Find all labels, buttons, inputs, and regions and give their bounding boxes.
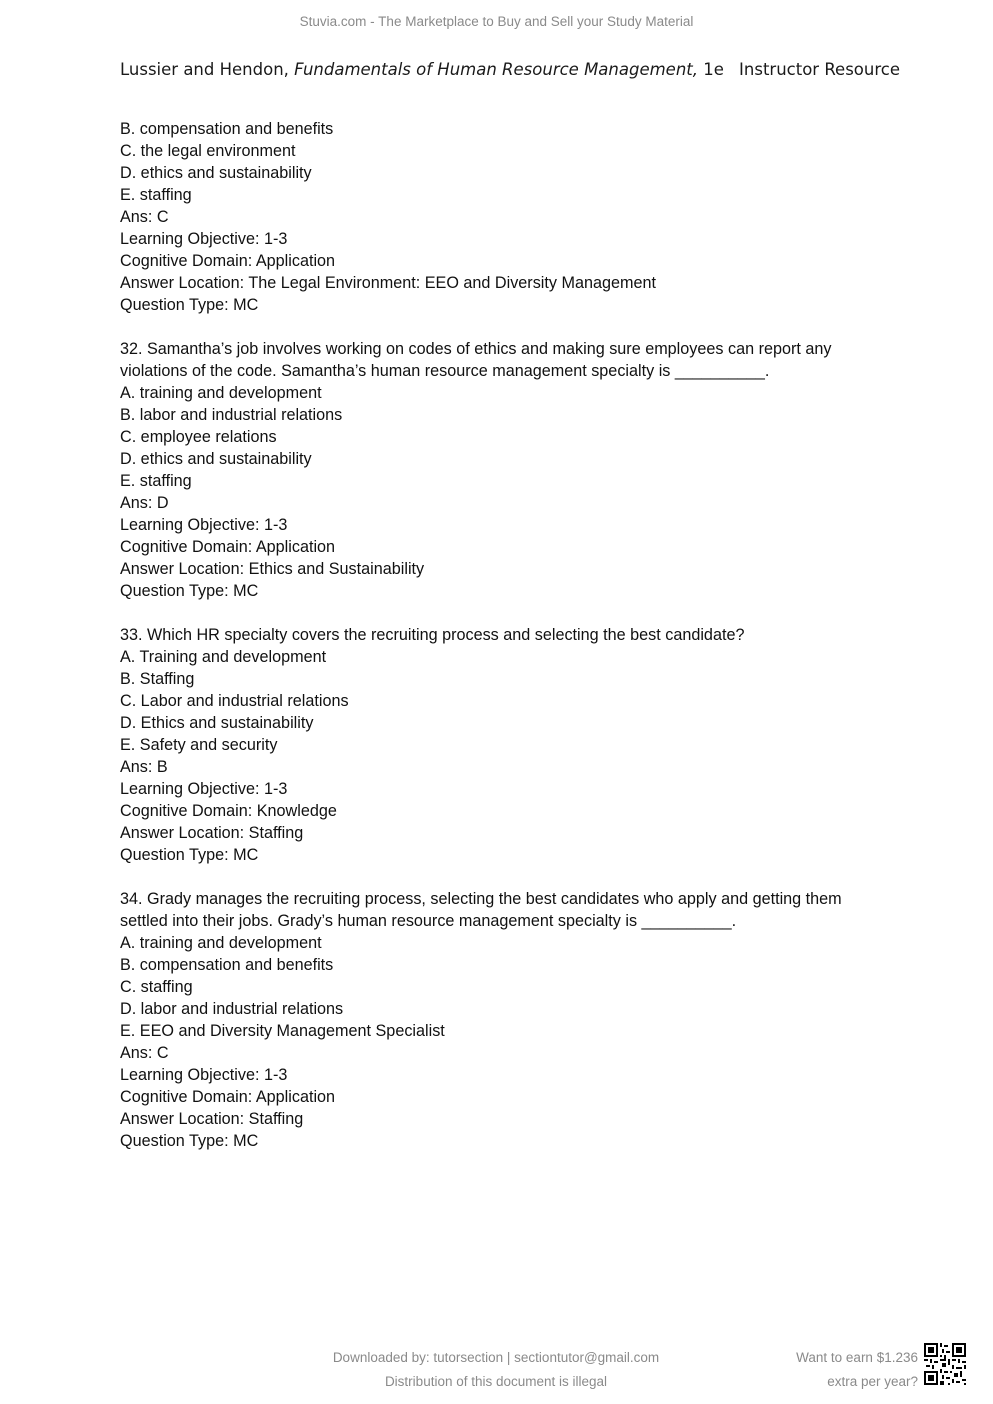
option-e: E. EEO and Diversity Management Specialist [120, 1022, 445, 1040]
question-type: Question Type: MC [120, 582, 259, 600]
option-d: D. Ethics and sustainability [120, 714, 314, 732]
answer: Ans: B [120, 758, 168, 776]
option-d: D. ethics and sustainability [120, 164, 312, 182]
question-type: Question Type: MC [120, 296, 259, 314]
option-b: B. labor and industrial relations [120, 406, 343, 424]
stuvia-banner: Stuvia.com - The Marketplace to Buy and Sell your Study Material [299, 14, 694, 29]
question-stem: 34. Grady manages the recruiting process, selecting the best candidates who apply and getting them [120, 890, 842, 908]
question-type: Question Type: MC [120, 846, 259, 864]
answer-location: Answer Location: Ethics and Sustainability [120, 560, 425, 578]
book-title: Fundamentals of Human Resource Management, [294, 60, 699, 79]
earn-promo[interactable] [796, 1346, 918, 1394]
question-stem: 33. Which HR specialty covers the recruiting process and selecting the best candidate? [120, 626, 745, 644]
option-c: C. employee relations [120, 428, 277, 446]
answer-location: Answer Location: Staffing [120, 1110, 304, 1128]
cognitive-domain: Cognitive Domain: Application [120, 252, 336, 270]
resource-label: Instructor Resource [739, 60, 900, 79]
question-stem: 32. Samantha’s job involves working on codes of ethics and making sure employees can report any [120, 340, 832, 358]
answer: Ans: C [120, 1044, 169, 1062]
learning-objective: Learning Objective: 1-3 [120, 780, 288, 798]
option-a: A. training and development [120, 384, 322, 402]
qr-code-icon[interactable] [924, 1343, 966, 1385]
downloaded-by: Downloaded by: tutorsection | sectiontutor@gmail.com [332, 1350, 660, 1365]
option-d: D. labor and industrial relations [120, 1000, 344, 1018]
learning-objective: Learning Objective: 1-3 [120, 230, 288, 248]
option-e: E. staffing [120, 186, 192, 204]
answer: Ans: D [120, 494, 169, 512]
download-footer [300, 1346, 692, 1394]
book-citation [120, 60, 724, 79]
option-c: C. staffing [120, 978, 193, 996]
earn-line-2: extra per year? [827, 1374, 918, 1389]
earn-line-1: Want to earn $1.236 [796, 1350, 918, 1365]
option-e: E. staffing [120, 472, 192, 490]
authors: Lussier and Hendon, [120, 60, 295, 79]
option-c: C. the legal environment [120, 142, 296, 160]
question-33 [120, 624, 880, 866]
answer-location: Answer Location: Staffing [120, 824, 304, 842]
question-31-tail [120, 118, 880, 316]
learning-objective: Learning Objective: 1-3 [120, 516, 288, 534]
option-e: E. Safety and security [120, 736, 278, 754]
question-content [120, 118, 880, 1174]
answer: Ans: C [120, 208, 169, 226]
option-c: C. Labor and industrial relations [120, 692, 349, 710]
cognitive-domain: Cognitive Domain: Knowledge [120, 802, 337, 820]
edition: 1e [698, 60, 724, 79]
option-a: A. Training and development [120, 648, 327, 666]
option-a: A. training and development [120, 934, 322, 952]
cognitive-domain: Cognitive Domain: Application [120, 1088, 336, 1106]
cognitive-domain: Cognitive Domain: Application [120, 538, 336, 556]
question-stem-cont: settled into their jobs. Grady’s human resource management specialty is __________. [120, 912, 737, 930]
question-stem-cont: violations of the code. Samantha’s human resource management specialty is __________. [120, 362, 770, 380]
question-32 [120, 338, 880, 602]
option-d: D. ethics and sustainability [120, 450, 312, 468]
option-b: B. Staffing [120, 670, 195, 688]
question-34 [120, 888, 880, 1152]
question-type: Question Type: MC [120, 1132, 259, 1150]
option-b: B. compensation and benefits [120, 956, 334, 974]
answer-location: Answer Location: The Legal Environment: EEO and Diversity Management [120, 274, 656, 292]
option-b: B. compensation and benefits [120, 120, 334, 138]
learning-objective: Learning Objective: 1-3 [120, 1066, 288, 1084]
distribution-notice: Distribution of this document is illegal [384, 1374, 608, 1389]
